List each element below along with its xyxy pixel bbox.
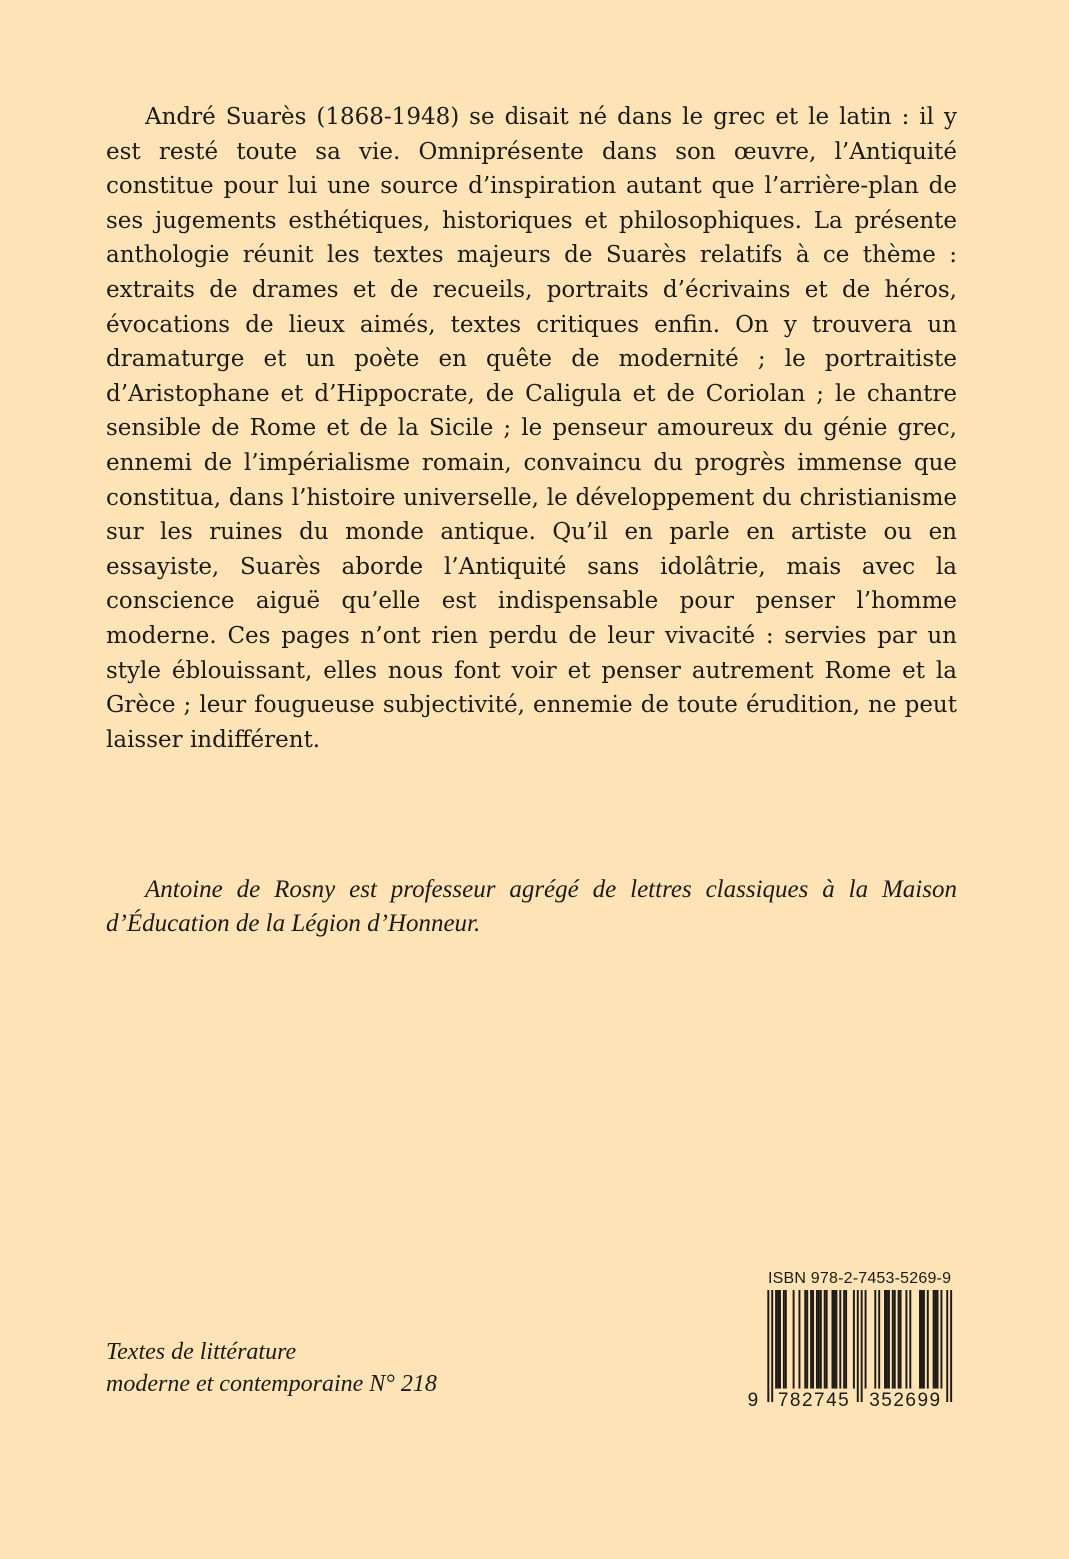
barcode-bar bbox=[810, 1290, 812, 1389]
barcode-bar bbox=[853, 1290, 855, 1389]
barcode-bar bbox=[894, 1290, 896, 1389]
barcode-bar bbox=[832, 1290, 834, 1389]
barcode-bar bbox=[898, 1290, 900, 1389]
barcode-bar bbox=[785, 1290, 787, 1389]
barcode-bar bbox=[783, 1290, 785, 1389]
barcode-bar bbox=[909, 1290, 911, 1389]
barcode-bar bbox=[861, 1290, 863, 1402]
series-line-1: Textes de littérature bbox=[106, 1339, 297, 1365]
barcode-bar bbox=[777, 1290, 779, 1389]
isbn-label: ISBN 978-2-7453-5269-9 bbox=[768, 1270, 952, 1287]
barcode-bar bbox=[921, 1290, 923, 1389]
barcode-bar bbox=[775, 1290, 777, 1389]
barcode-bar bbox=[946, 1290, 948, 1402]
barcode-bar bbox=[886, 1290, 888, 1389]
barcode-bar bbox=[900, 1290, 902, 1389]
barcode-bar bbox=[950, 1290, 952, 1402]
barcode-bar bbox=[845, 1290, 847, 1389]
barcode-bar bbox=[839, 1290, 841, 1389]
barcode-bar bbox=[804, 1290, 806, 1389]
barcode-icon bbox=[744, 1290, 956, 1402]
barcode-bar bbox=[884, 1290, 886, 1389]
series-info bbox=[106, 1336, 437, 1400]
barcode-bar bbox=[937, 1290, 939, 1389]
barcode-bar bbox=[905, 1290, 907, 1389]
barcode-digit-group: 9 bbox=[747, 1390, 760, 1411]
barcode-bar bbox=[843, 1290, 845, 1389]
barcode-bar bbox=[818, 1290, 820, 1389]
barcode-bar bbox=[940, 1290, 942, 1389]
barcode-bar bbox=[865, 1290, 867, 1389]
barcode-bar bbox=[793, 1290, 795, 1389]
barcode-bar bbox=[927, 1290, 929, 1389]
barcode-bar bbox=[892, 1290, 894, 1389]
barcode-bar bbox=[833, 1290, 835, 1389]
barcode-bar bbox=[878, 1290, 880, 1389]
barcode-bar bbox=[857, 1290, 859, 1402]
barcode-bar bbox=[767, 1290, 769, 1402]
barcode-digit-group: 782745 bbox=[777, 1390, 851, 1411]
barcode-bar bbox=[835, 1290, 837, 1389]
barcode-bar bbox=[806, 1290, 808, 1389]
author-note: Antoine de Rosny est professeur agrégé de lettres classiques à la Maison d’Éducation de la Légion d’Honneur. bbox=[106, 876, 957, 937]
blurb-text: André Suarès (1868-1948) se disait né dans le grec et le latin : il y est resté toute sa vie. Omniprésente dans son œuvre, l’Antiquité constitue pour lui une source d’inspiration autant que l’arrière-plan de ses jugements esthétiques, historiques et philosophiques. La présente anthologie réunit les textes majeurs de Suarès relatifs à ce thème : extraits de drames et de recueils, portraits d’écrivains et de héros, évocations de lieux aimés, textes critiques enfin. On y trouvera un dramaturge et un poète en quête de modernité ; le portraitiste d’Aristophane et d’Hippocrate, de Caligula et de Coriolan ; le chantre sensible de Rome et de la Sicile ; le penseur amoureux du génie grec, ennemi de l’impérialisme romain, convaincu du progrès immense que constitua, dans l’histoire universelle, le développement du christianisme sur les ruines du monde antique. Qu’il en parle en artiste ou en essayiste, Suarès aborde l’Antiquité sans idolâtrie, mais avec la conscience aiguë qu’elle est indispensable pour penser l’homme moderne. Ces pages n’ont rien perdu de leur vivacité : servies par un style éblouissant, elles nous font voir et penser autrement Rome et la Grèce ; leur fougueuse subjectivité, ennemie de toute érudition, ne peut laisser indifférent. bbox=[106, 104, 957, 753]
barcode-bar bbox=[798, 1290, 800, 1389]
barcode-bar bbox=[919, 1290, 921, 1389]
barcode-bar bbox=[820, 1290, 822, 1389]
barcode-bar bbox=[874, 1290, 876, 1389]
barcode-bar bbox=[771, 1290, 773, 1402]
barcode-bar bbox=[935, 1290, 937, 1389]
barcode-bar bbox=[812, 1290, 814, 1389]
series-line-2: moderne et contemporaine N° 218 bbox=[106, 1371, 437, 1397]
barcode-bar bbox=[779, 1290, 781, 1389]
barcode-bar bbox=[888, 1290, 890, 1389]
barcode-bar bbox=[816, 1290, 818, 1389]
barcode-bar bbox=[933, 1290, 935, 1389]
barcode-bar bbox=[826, 1290, 828, 1389]
barcode-bar bbox=[923, 1290, 925, 1389]
barcode-digit-group: 352699 bbox=[869, 1390, 942, 1411]
barcode-bar bbox=[824, 1290, 826, 1389]
